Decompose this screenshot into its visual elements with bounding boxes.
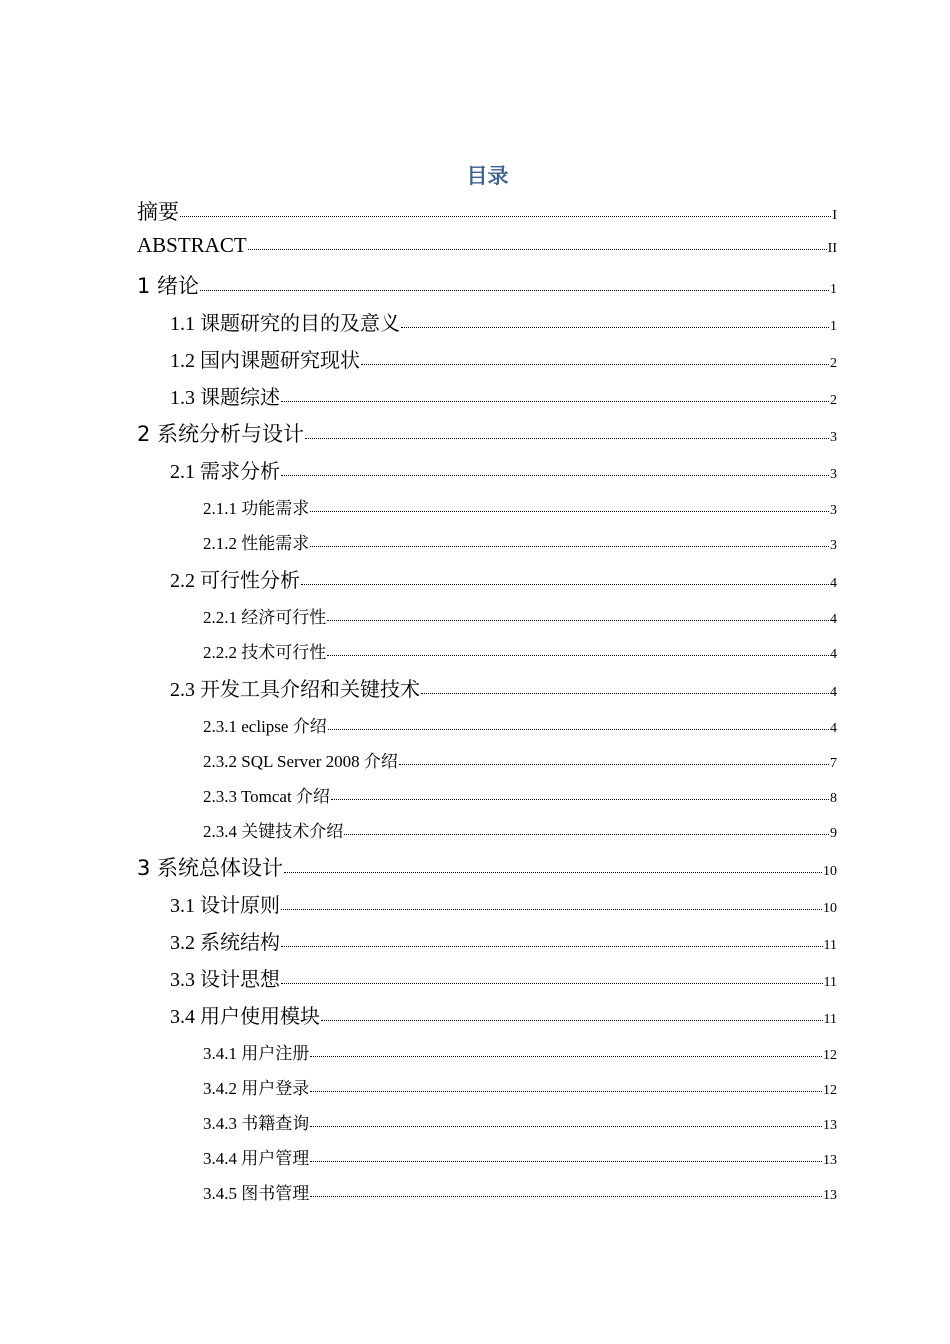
toc-entry-text: 2.2.2 技术可行性 <box>203 643 327 662</box>
toc-entry[interactable] <box>170 889 837 926</box>
toc-page-number: 12 <box>823 1048 837 1063</box>
toc-entry[interactable] <box>170 564 837 601</box>
toc-leader-dots <box>310 511 829 512</box>
toc-entry[interactable] <box>203 712 837 747</box>
toc-leader-dots <box>281 909 822 910</box>
toc-entry[interactable] <box>203 494 837 529</box>
toc-entry-text: 1 绪论 <box>137 274 200 298</box>
toc-entry[interactable] <box>170 344 837 381</box>
toc-leader-dots <box>301 584 829 585</box>
toc-entry-text: 3.3 设计思想 <box>170 969 280 991</box>
toc-entry[interactable] <box>170 307 837 344</box>
toc-entry-text: 2 系统分析与设计 <box>137 422 305 446</box>
toc-entry-text: 2.3 开发工具介绍和关键技术 <box>170 679 420 701</box>
toc-entry[interactable] <box>203 638 837 673</box>
toc-leader-dots <box>180 216 831 217</box>
toc-page-number: 13 <box>823 1188 837 1203</box>
toc-entry[interactable] <box>170 673 837 710</box>
toc-entry-text: ABSTRACT <box>137 233 247 257</box>
toc-entry[interactable] <box>203 1074 837 1109</box>
toc-entry[interactable] <box>170 926 837 963</box>
toc-page-number: 13 <box>823 1118 837 1133</box>
toc-leader-dots <box>327 655 829 656</box>
toc-entry-text: 2.2.1 经济可行性 <box>203 608 327 627</box>
toc-leader-dots <box>310 1196 822 1197</box>
toc-entry-text: 3.4 用户使用模块 <box>170 1006 320 1028</box>
toc-leader-dots <box>200 290 829 291</box>
toc-page-number: 11 <box>823 975 837 990</box>
toc-page-number: 11 <box>823 938 837 953</box>
toc-entry[interactable] <box>203 1179 837 1214</box>
toc-entry-text: 2.1 需求分析 <box>170 461 280 483</box>
toc-page-number: 4 <box>830 685 837 700</box>
toc-page-number: 3 <box>830 430 837 445</box>
toc-leader-dots <box>344 834 829 835</box>
toc-page-number: 4 <box>830 612 837 627</box>
toc-leader-dots <box>281 946 823 947</box>
toc-entry[interactable] <box>170 1000 837 1037</box>
toc-entry-text: 摘要 <box>137 200 179 224</box>
toc-entry-text: 2.3.1 eclipse 介绍 <box>203 717 327 736</box>
toc-entry-text: 3.4.2 用户登录 <box>203 1079 310 1098</box>
toc-page-number: 10 <box>823 901 837 916</box>
toc-entry[interactable] <box>170 381 837 418</box>
toc-entry[interactable] <box>137 418 837 455</box>
toc-page-number: 11 <box>823 1012 837 1027</box>
toc-page-number: 4 <box>830 721 837 736</box>
toc-page-number: 3 <box>830 467 837 482</box>
toc-entry[interactable] <box>203 529 837 564</box>
toc-leader-dots <box>310 1161 822 1162</box>
toc-entry-text: 2.3.2 SQL Server 2008 介绍 <box>203 752 398 771</box>
toc-leader-dots <box>327 620 829 621</box>
toc-leader-dots <box>399 764 829 765</box>
toc-page-number: 2 <box>830 356 837 371</box>
toc-page-number: 13 <box>823 1153 837 1168</box>
toc-entry[interactable] <box>203 817 837 852</box>
toc-entry-text: 3.4.5 图书管理 <box>203 1184 310 1203</box>
toc-leader-dots <box>281 401 829 402</box>
toc-entry[interactable] <box>203 603 837 638</box>
toc-page-number: 4 <box>830 576 837 591</box>
toc-leader-dots <box>421 693 829 694</box>
toc-entry[interactable] <box>137 196 837 233</box>
toc-page-number: 2 <box>830 393 837 408</box>
toc-page-number: 10 <box>823 864 837 879</box>
toc-leader-dots <box>281 475 829 476</box>
toc-entry[interactable] <box>203 747 837 782</box>
toc-leader-dots <box>321 1020 823 1021</box>
toc-entry-text: 1.2 国内课题研究现状 <box>170 350 360 372</box>
toc-leader-dots <box>310 1126 822 1127</box>
toc-entry[interactable] <box>137 233 837 270</box>
toc-entry-text: 1.1 课题研究的目的及意义 <box>170 313 400 335</box>
toc-entry-text: 2.3.3 Tomcat 介绍 <box>203 787 330 806</box>
toc-entry-text: 2.2 可行性分析 <box>170 570 300 592</box>
toc-leader-dots <box>248 249 827 250</box>
toc-entry-text: 2.1.1 功能需求 <box>203 499 310 518</box>
toc-entry-text: 2.3.4 关键技术介绍 <box>203 822 344 841</box>
toc-entry-text: 3.1 设计原则 <box>170 895 280 917</box>
toc-leader-dots <box>310 546 829 547</box>
toc-leader-dots <box>361 364 829 365</box>
toc-page-number: 4 <box>830 647 837 662</box>
toc-leader-dots <box>331 799 829 800</box>
toc-title: 目录 <box>466 164 509 188</box>
toc-entry-text: 3 系统总体设计 <box>137 856 284 880</box>
toc-page-number: 1 <box>830 319 837 334</box>
toc-entry[interactable] <box>203 782 837 817</box>
toc-entry-text: 3.4.4 用户管理 <box>203 1149 310 1168</box>
toc-page-number: 12 <box>823 1083 837 1098</box>
toc-page-number: 9 <box>830 826 837 841</box>
toc-page-number: I <box>832 208 837 223</box>
toc-entry[interactable] <box>203 1039 837 1074</box>
toc-leader-dots <box>328 729 829 730</box>
toc-leader-dots <box>401 327 829 328</box>
toc-page-number: 3 <box>830 503 837 518</box>
toc-leader-dots <box>310 1091 822 1092</box>
toc-entry[interactable] <box>203 1144 837 1179</box>
toc-leader-dots <box>310 1056 822 1057</box>
toc-entry-text: 3.4.1 用户注册 <box>203 1044 310 1063</box>
toc-entry-text: 3.2 系统结构 <box>170 932 280 954</box>
toc-page-number: 1 <box>830 282 837 297</box>
toc-entry[interactable] <box>170 963 837 1000</box>
toc-entry[interactable] <box>203 1109 837 1144</box>
toc-entry[interactable] <box>170 455 837 492</box>
toc-entry-text: 2.1.2 性能需求 <box>203 534 310 553</box>
toc-entry-text: 1.3 课题综述 <box>170 387 280 409</box>
toc-entry[interactable] <box>137 270 837 307</box>
toc-leader-dots <box>281 983 823 984</box>
toc-page-number: II <box>827 241 837 256</box>
toc-entry[interactable] <box>137 852 837 889</box>
toc-page-number: 3 <box>830 538 837 553</box>
toc-entry-text: 3.4.3 书籍查询 <box>203 1114 310 1133</box>
toc-leader-dots <box>284 872 822 873</box>
toc-leader-dots <box>305 438 829 439</box>
toc-page-number: 8 <box>830 791 837 806</box>
toc-page-number: 7 <box>830 756 837 771</box>
